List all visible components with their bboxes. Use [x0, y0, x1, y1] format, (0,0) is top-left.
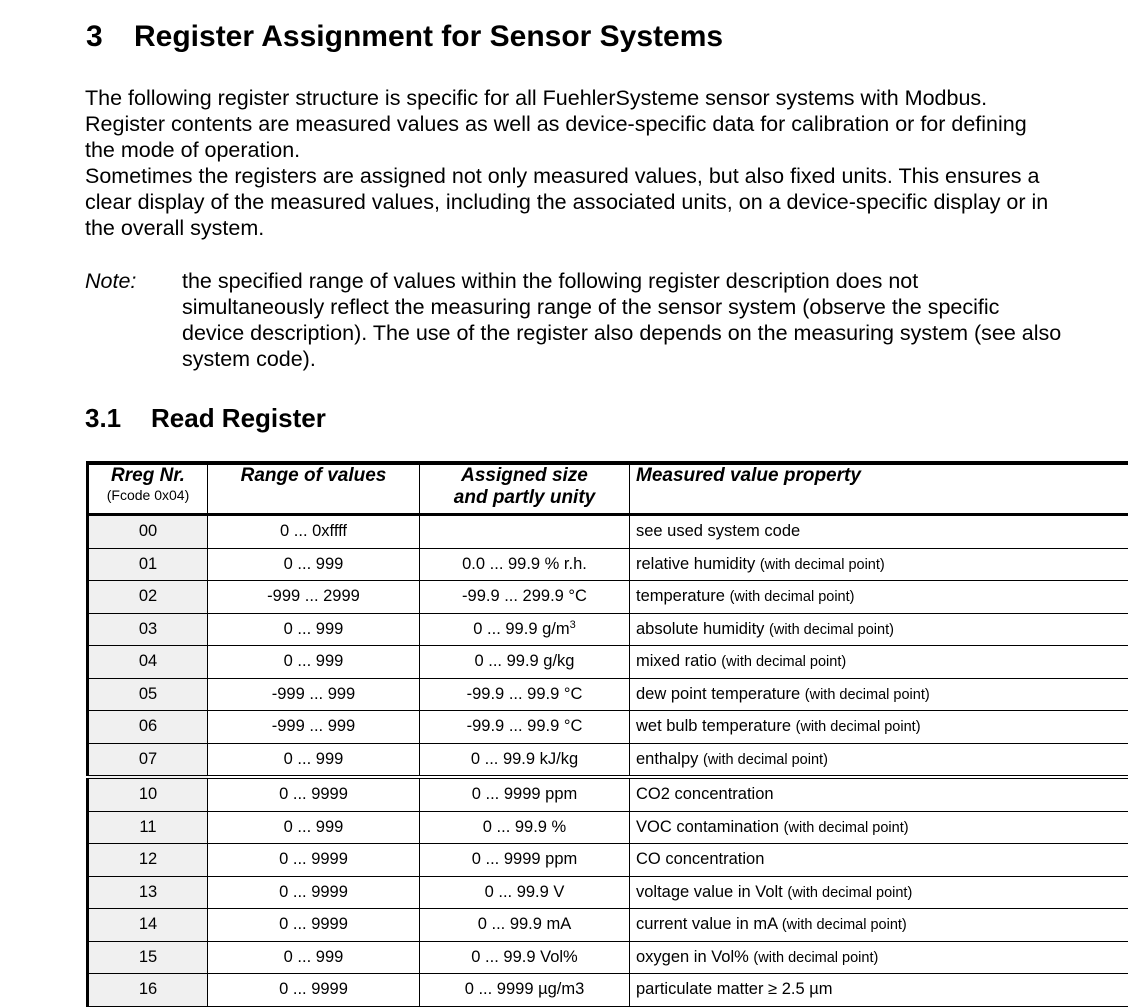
- cell-size: [420, 711, 630, 744]
- cell-register-number: 11: [88, 811, 208, 844]
- table-row: [88, 974, 1128, 1007]
- cell-property: [630, 581, 1128, 614]
- cell-property-text: VOC contamination: [636, 818, 779, 836]
- cell-property-text: CO2 concentration: [636, 785, 774, 803]
- table-row: [88, 711, 1128, 744]
- section-number: 3: [86, 20, 134, 54]
- cell-range: 0 ... 9999: [208, 876, 420, 909]
- note-label: Note:: [85, 268, 136, 294]
- cell-size-text: 0 ... 9999 ppm: [472, 785, 578, 803]
- cell-size: [420, 646, 630, 679]
- cell-property-note: (with decimal point): [784, 820, 909, 836]
- cell-property-text: oxygen in Vol%: [636, 948, 749, 966]
- intro-line: the overall system.: [85, 215, 1125, 241]
- cell-range: -999 ... 999: [208, 711, 420, 744]
- cell-property: [630, 743, 1128, 777]
- cell-property-note: (with decimal point): [787, 885, 912, 901]
- cell-register-number: 04: [88, 646, 208, 679]
- cell-register-number: 03: [88, 613, 208, 646]
- cell-property: [630, 548, 1128, 581]
- header-rreg-label: Rreg Nr.: [111, 465, 185, 486]
- cell-range: 0 ... 9999: [208, 777, 420, 811]
- cell-property: [630, 941, 1128, 974]
- table-row: [88, 777, 1128, 811]
- section-title: Register Assignment for Sensor Systems: [134, 20, 723, 53]
- note-line: device description). The use of the register also depends on the measuring system (see also: [182, 320, 1061, 346]
- table-row: [88, 743, 1128, 777]
- intro-line: the mode of operation.: [85, 137, 1125, 163]
- cell-size-text: 0 ... 99.9 g/m: [473, 620, 569, 638]
- cell-size: [420, 844, 630, 877]
- cell-size-text: 0 ... 99.9 Vol%: [471, 948, 577, 966]
- cell-property-text: absolute humidity: [636, 620, 764, 638]
- cell-register-number: 02: [88, 581, 208, 614]
- intro-paragraph: [85, 85, 1125, 241]
- cell-register-number: 13: [88, 876, 208, 909]
- cell-property-text: dew point temperature: [636, 685, 800, 703]
- cell-size: [420, 613, 630, 646]
- header-property: Measured value property: [630, 463, 1128, 515]
- cell-range: 0 ... 9999: [208, 909, 420, 942]
- cell-property: [630, 876, 1128, 909]
- cell-size-text: -99.9 ... 299.9 °C: [462, 587, 587, 605]
- section-heading: [86, 20, 723, 54]
- cell-register-number: 12: [88, 844, 208, 877]
- cell-register-number: 10: [88, 777, 208, 811]
- cell-property-note: (with decimal point): [782, 917, 907, 933]
- intro-line: The following register structure is specific for all FuehlerSysteme sensor systems with Modbus.: [85, 85, 1125, 111]
- header-range: Range of values: [208, 463, 420, 515]
- cell-size: [420, 548, 630, 581]
- note-line: simultaneously reflect the measuring range of the sensor system (observe the specific: [182, 294, 1061, 320]
- cell-size-text: 0.0 ... 99.9 % r.h.: [462, 555, 587, 573]
- cell-property: [630, 515, 1128, 549]
- cell-property-text: see used system code: [636, 522, 800, 540]
- cell-range: -999 ... 2999: [208, 581, 420, 614]
- cell-property: [630, 711, 1128, 744]
- cell-property-text: voltage value in Volt: [636, 883, 783, 901]
- table-row: [88, 909, 1128, 942]
- intro-line: Sometimes the registers are assigned not only measured values, but also fixed units. This ensures a: [85, 163, 1125, 189]
- cell-property: [630, 777, 1128, 811]
- cell-range: 0 ... 999: [208, 613, 420, 646]
- table-row: [88, 811, 1128, 844]
- cell-size-text: 0 ... 99.9 V: [485, 883, 565, 901]
- cell-property: [630, 974, 1128, 1007]
- table-row: [88, 844, 1128, 877]
- cell-range: 0 ... 9999: [208, 974, 420, 1007]
- cell-property-text: temperature: [636, 587, 725, 605]
- table-row: [88, 941, 1128, 974]
- cell-size: [420, 811, 630, 844]
- cell-property-text: enthalpy: [636, 750, 698, 768]
- cell-property-text: wet bulb temperature: [636, 717, 791, 735]
- cell-range: 0 ... 999: [208, 646, 420, 679]
- cell-property-note: (with decimal point): [730, 589, 855, 605]
- header-size: [420, 463, 630, 515]
- cell-size: [420, 941, 630, 974]
- subsection-number: 3.1: [85, 403, 151, 434]
- note-line: the specified range of values within the following register description does not: [182, 268, 1061, 294]
- header-rreg-sub: (Fcode 0x04): [89, 487, 207, 503]
- cell-range: -999 ... 999: [208, 678, 420, 711]
- table-row: [88, 876, 1128, 909]
- header-size-line2: and partly unity: [420, 487, 629, 509]
- cell-size-text: 0 ... 9999 µg/m3: [465, 980, 585, 998]
- cell-size-text: -99.9 ... 99.9 °C: [467, 717, 583, 735]
- cell-register-number: 01: [88, 548, 208, 581]
- cell-property-note: (with decimal point): [760, 557, 885, 573]
- cell-property-note: (with decimal point): [721, 654, 846, 670]
- cell-property-text: current value in mA: [636, 915, 777, 933]
- cell-register-number: 15: [88, 941, 208, 974]
- intro-line: clear display of the measured values, including the associated units, on a device-specific display or in: [85, 189, 1125, 215]
- note-body: [182, 268, 1061, 372]
- cell-register-number: 16: [88, 974, 208, 1007]
- cell-property-note: (with decimal point): [703, 752, 828, 768]
- cell-property-note: (with decimal point): [805, 687, 930, 703]
- table-row: [88, 548, 1128, 581]
- cell-range: 0 ... 999: [208, 811, 420, 844]
- cell-range: 0 ... 999: [208, 941, 420, 974]
- cell-range: 0 ... 9999: [208, 844, 420, 877]
- cell-property: [630, 613, 1128, 646]
- cell-size: [420, 876, 630, 909]
- note-line: system code).: [182, 346, 1061, 372]
- cell-size-text: 0 ... 99.9 g/kg: [475, 652, 575, 670]
- cell-size-text: 0 ... 99.9 kJ/kg: [471, 750, 578, 768]
- cell-property-text: CO concentration: [636, 850, 764, 868]
- header-rreg: [88, 463, 208, 515]
- cell-property-text: mixed ratio: [636, 652, 717, 670]
- cell-register-number: 00: [88, 515, 208, 549]
- cell-range: 0 ... 999: [208, 743, 420, 777]
- cell-property: [630, 909, 1128, 942]
- intro-line: Register contents are measured values as well as device-specific data for calibration or for defining: [85, 111, 1125, 137]
- cell-size-text: -99.9 ... 99.9 °C: [467, 685, 583, 703]
- table-body: [88, 515, 1128, 1007]
- cell-size: [420, 678, 630, 711]
- table-row: [88, 678, 1128, 711]
- cell-property: [630, 678, 1128, 711]
- cell-property-note: (with decimal point): [753, 950, 878, 966]
- cell-register-number: 07: [88, 743, 208, 777]
- table-header-row: [88, 463, 1128, 515]
- cell-property-note: (with decimal point): [769, 622, 894, 638]
- cell-property-text: relative humidity: [636, 555, 755, 573]
- table-row: [88, 581, 1128, 614]
- cell-property: [630, 844, 1128, 877]
- cell-property: [630, 646, 1128, 679]
- cell-property-text: particulate matter ≥ 2.5 µm: [636, 980, 832, 998]
- table-row: [88, 646, 1128, 679]
- subsection-title: Read Register: [151, 403, 326, 433]
- table-row: [88, 515, 1128, 549]
- read-register-table: [86, 461, 1128, 1007]
- cell-size: [420, 777, 630, 811]
- table-row: [88, 613, 1128, 646]
- cell-size: [420, 909, 630, 942]
- cell-register-number: 14: [88, 909, 208, 942]
- cell-property-note: (with decimal point): [796, 719, 921, 735]
- cell-size-text: 0 ... 9999 ppm: [472, 850, 578, 868]
- cell-register-number: 05: [88, 678, 208, 711]
- header-size-line1: Assigned size: [420, 465, 629, 487]
- cell-size: [420, 743, 630, 777]
- cell-size: [420, 581, 630, 614]
- cell-size-text: 0 ... 99.9 %: [483, 818, 566, 836]
- cell-size: [420, 515, 630, 549]
- cell-property: [630, 811, 1128, 844]
- subsection-heading: [85, 403, 326, 434]
- cell-range: 0 ... 0xffff: [208, 515, 420, 549]
- cell-size-text: 0 ... 99.9 mA: [478, 915, 572, 933]
- cell-range: 0 ... 999: [208, 548, 420, 581]
- cell-size: [420, 974, 630, 1007]
- cell-size-superscript: 3: [570, 619, 576, 631]
- cell-register-number: 06: [88, 711, 208, 744]
